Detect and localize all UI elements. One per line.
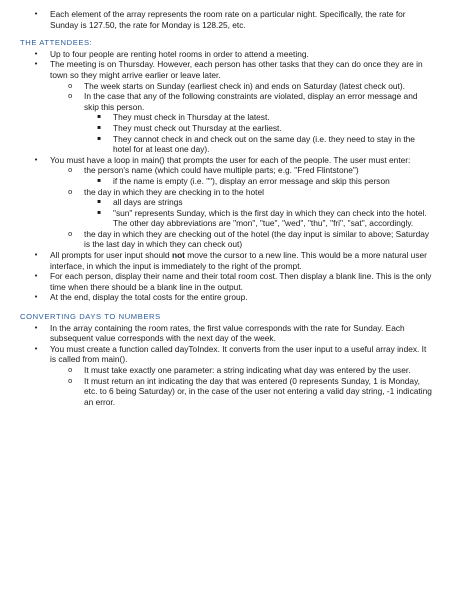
bold-text: not	[171, 250, 185, 261]
list-item	[0, 49, 474, 60]
bullet-icon: •	[34, 155, 39, 164]
list-item-text: The week starts on Sunday (earliest check in) and ends on Saturday (latest check out).	[84, 80, 405, 91]
text-run: All prompts for user input should	[50, 250, 172, 261]
circle-bullet-icon: o	[68, 229, 73, 238]
list-item	[0, 81, 474, 92]
square-bullet-icon: ▪	[97, 176, 102, 184]
list-item-text: the day in which they are checking in to the hotel	[84, 186, 264, 197]
square-bullet-icon: ▪	[97, 208, 102, 216]
list-item	[0, 9, 474, 30]
circle-bullet-icon: o	[68, 366, 73, 374]
list-item	[0, 292, 474, 303]
list-item	[0, 323, 474, 344]
circle-bullet-icon: o	[68, 92, 73, 101]
list-item	[0, 365, 474, 376]
section-heading-converting: CONVERTING DAYS TO NUMBERS	[20, 312, 161, 322]
list-item-text: It must return an int indicating the day that was entered (0 represents Sunday, 1 is Monday, etc. to 6 being Saturday) or, in the case of the user not entering a valid day string, -1 indicating an error.	[84, 375, 432, 407]
list-item	[0, 91, 474, 112]
list-item	[0, 59, 474, 80]
bullet-icon: •	[34, 60, 39, 69]
bullet-icon: •	[34, 323, 39, 332]
list-item-text: The meeting is on Thursday. However, each person has other tasks that they can do once they are in town so they might arrive earlier or leave later.	[50, 59, 423, 80]
square-bullet-icon: ▪	[97, 198, 102, 206]
section-heading-attendees: THE ATTENDEES:	[20, 38, 93, 48]
list-item	[0, 376, 474, 408]
circle-bullet-icon: o	[68, 166, 73, 175]
bullet-icon: •	[34, 10, 39, 18]
list-item-text: For each person, display their name and their total room cost. Then display a blank line. This is the only time when there should be a blank line in the output.	[50, 271, 432, 292]
intro-list	[0, 9, 474, 30]
bullet-icon: •	[34, 251, 39, 260]
list-item-text: You must create a function called dayToIndex. It converts from the user input to a useful array index. It is called from main().	[50, 343, 427, 365]
list-item	[0, 250, 474, 271]
list-item-text: the person's name (which could have multiple parts; e.g. "Fred Flintstone")	[84, 165, 359, 176]
intro-text: Each element of the array represents the room rate on a particular night. Specifically, the rate for Sunday is 127.50, the rate for Monday is 128.25, etc.	[50, 9, 406, 30]
list-item	[0, 229, 474, 250]
converting-list	[0, 323, 474, 408]
list-item-text: They must check in Thursday at the latest.	[113, 112, 270, 123]
square-bullet-icon: ▪	[97, 134, 102, 142]
list-item-text: "sun" represents Sunday, which is the first day in which they can check into the hotel. The other day abbreviations are "mon", "tue", "wed", "thu", "fri", "sat", accordingly.	[113, 207, 427, 229]
square-bullet-icon: ▪	[97, 123, 102, 131]
list-item-text: In the case that any of the following constraints are violated, display an error message and skip this person.	[84, 91, 418, 112]
list-item-text: You must have a loop in main() that prompts the user for each of the people. The user must enter:	[50, 154, 411, 165]
list-item-text: if the name is empty (i.e. ""), display an error message and skip this person	[113, 175, 390, 186]
bullet-icon: •	[34, 344, 39, 353]
list-item	[0, 271, 474, 292]
list-item-text: At the end, display the total costs for the entire group.	[50, 292, 248, 303]
list-item-text: In the array containing the room rates, the first value corresponds with the rate for Sunday. Each subsequent value corresponds with the next day of the week.	[50, 322, 405, 344]
list-item-text: It must take exactly one parameter: a string indicating what day was entered by the user.	[84, 365, 411, 375]
list-item	[0, 134, 474, 155]
bullet-icon: •	[34, 272, 39, 281]
bullet-icon: •	[34, 49, 39, 58]
list-item	[0, 176, 474, 187]
list-item	[0, 123, 474, 134]
bullet-icon: •	[34, 293, 39, 302]
list-item	[0, 165, 474, 176]
circle-bullet-icon: o	[68, 81, 73, 90]
list-item-text	[50, 250, 427, 271]
list-item	[0, 197, 474, 208]
list-item	[0, 344, 474, 365]
list-item-text: They cannot check in and check out on the same day (i.e. they need to stay in the hotel for at least one day).	[113, 133, 415, 155]
attendees-list	[0, 49, 474, 303]
list-item-text: the day in which they are checking out of the hotel (the day input is similar to above; Saturday is the last day in which they can check out)	[84, 228, 430, 250]
list-item	[0, 187, 474, 198]
circle-bullet-icon: o	[68, 376, 73, 385]
square-bullet-icon: ▪	[97, 113, 102, 121]
text-run: move the cursor to a new line. This would be a more natural user interface, in which the input is immediately to the right of the prompt.	[50, 250, 427, 271]
list-item	[0, 155, 474, 166]
list-item	[0, 208, 474, 229]
list-item-text: all days are strings	[113, 197, 183, 208]
circle-bullet-icon: o	[68, 187, 73, 196]
list-item	[0, 112, 474, 123]
list-item-text: Up to four people are renting hotel rooms in order to attend a meeting.	[50, 48, 309, 59]
list-item-text: They must check out Thursday at the earliest.	[113, 122, 282, 133]
